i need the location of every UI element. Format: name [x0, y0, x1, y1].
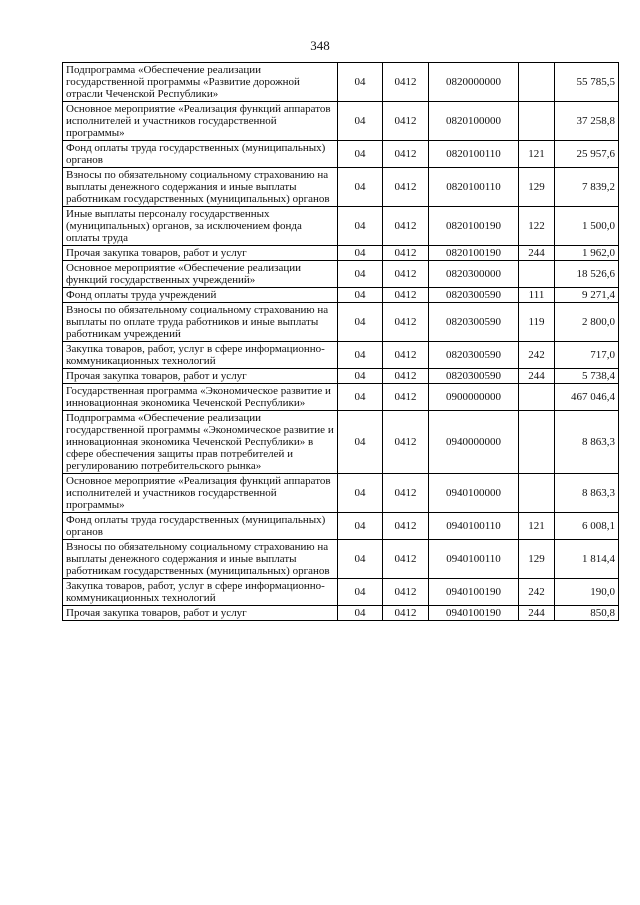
row-name: Фонд оплаты труда учреждений	[63, 288, 338, 303]
expense-type-code: 111	[519, 288, 555, 303]
row-name: Основное мероприятие «Обеспечение реализации функций государственных учреждений»	[63, 261, 338, 288]
amount: 190,0	[555, 579, 619, 606]
table-row	[63, 540, 619, 579]
subsection-code: 0412	[383, 342, 429, 369]
row-name: Прочая закупка товаров, работ и услуг	[63, 369, 338, 384]
expense-type-code: 244	[519, 246, 555, 261]
expense-type-code: 121	[519, 141, 555, 168]
section-code: 04	[338, 369, 383, 384]
row-name: Прочая закупка товаров, работ и услуг	[63, 246, 338, 261]
amount: 1 962,0	[555, 246, 619, 261]
target-article-code: 0820100190	[429, 246, 519, 261]
subsection-code: 0412	[383, 513, 429, 540]
subsection-code: 0412	[383, 384, 429, 411]
section-code: 04	[338, 168, 383, 207]
target-article-code: 0940100110	[429, 513, 519, 540]
expense-type-code: 119	[519, 303, 555, 342]
amount: 9 271,4	[555, 288, 619, 303]
subsection-code: 0412	[383, 288, 429, 303]
section-code: 04	[338, 606, 383, 621]
target-article-code: 0820100000	[429, 102, 519, 141]
target-article-code: 0940100190	[429, 579, 519, 606]
target-article-code: 0820300590	[429, 303, 519, 342]
amount: 5 738,4	[555, 369, 619, 384]
expense-type-code: 121	[519, 513, 555, 540]
subsection-code: 0412	[383, 474, 429, 513]
row-name: Фонд оплаты труда государственных (муниципальных) органов	[63, 513, 338, 540]
amount: 850,8	[555, 606, 619, 621]
row-name: Закупка товаров, работ, услуг в сфере информационно-коммуникационных технологий	[63, 579, 338, 606]
target-article-code: 0820300000	[429, 261, 519, 288]
amount: 1 500,0	[555, 207, 619, 246]
expense-type-code	[519, 102, 555, 141]
budget-table	[62, 62, 619, 621]
section-code: 04	[338, 540, 383, 579]
table-row	[63, 288, 619, 303]
expense-type-code	[519, 384, 555, 411]
row-name: Иные выплаты персоналу государственных (муниципальных) органов, за исключением фонда оплаты труда	[63, 207, 338, 246]
amount: 467 046,4	[555, 384, 619, 411]
row-name: Взносы по обязательному социальному страхованию на выплаты денежного содержания и иные выплаты работникам государственных (муниципальных) органов	[63, 540, 338, 579]
row-name: Основное мероприятие «Реализация функций аппаратов исполнителей и участников государственной программы»	[63, 474, 338, 513]
subsection-code: 0412	[383, 579, 429, 606]
section-code: 04	[338, 288, 383, 303]
table-row	[63, 513, 619, 540]
target-article-code: 0820100110	[429, 168, 519, 207]
section-code: 04	[338, 513, 383, 540]
target-article-code: 0820000000	[429, 63, 519, 102]
subsection-code: 0412	[383, 207, 429, 246]
expense-type-code: 122	[519, 207, 555, 246]
amount: 7 839,2	[555, 168, 619, 207]
table-row	[63, 141, 619, 168]
expense-type-code: 244	[519, 369, 555, 384]
expense-type-code	[519, 411, 555, 474]
target-article-code: 0940000000	[429, 411, 519, 474]
target-article-code: 0820300590	[429, 342, 519, 369]
section-code: 04	[338, 579, 383, 606]
subsection-code: 0412	[383, 141, 429, 168]
target-article-code: 0900000000	[429, 384, 519, 411]
amount: 55 785,5	[555, 63, 619, 102]
target-article-code: 0940100000	[429, 474, 519, 513]
section-code: 04	[338, 141, 383, 168]
section-code: 04	[338, 102, 383, 141]
table-row	[63, 261, 619, 288]
amount: 6 008,1	[555, 513, 619, 540]
subsection-code: 0412	[383, 261, 429, 288]
subsection-code: 0412	[383, 369, 429, 384]
table-row	[63, 342, 619, 369]
expense-type-code	[519, 474, 555, 513]
table-row	[63, 303, 619, 342]
subsection-code: 0412	[383, 303, 429, 342]
table-row	[63, 384, 619, 411]
section-code: 04	[338, 411, 383, 474]
target-article-code: 0820300590	[429, 369, 519, 384]
section-code: 04	[338, 261, 383, 288]
table-row	[63, 606, 619, 621]
amount: 25 957,6	[555, 141, 619, 168]
page-number: 348	[310, 38, 330, 53]
table-row	[63, 579, 619, 606]
section-code: 04	[338, 207, 383, 246]
section-code: 04	[338, 63, 383, 102]
table-row	[63, 207, 619, 246]
row-name: Подпрограмма «Обеспечение реализации государственной программы «Развитие дорожной отрасли Чеченской Республики»	[63, 63, 338, 102]
expense-type-code: 129	[519, 168, 555, 207]
subsection-code: 0412	[383, 606, 429, 621]
row-name: Прочая закупка товаров, работ и услуг	[63, 606, 338, 621]
expense-type-code: 129	[519, 540, 555, 579]
amount: 8 863,3	[555, 411, 619, 474]
amount: 18 526,6	[555, 261, 619, 288]
row-name: Закупка товаров, работ, услуг в сфере информационно-коммуникационных технологий	[63, 342, 338, 369]
amount: 37 258,8	[555, 102, 619, 141]
subsection-code: 0412	[383, 411, 429, 474]
table-row	[63, 102, 619, 141]
expense-type-code	[519, 261, 555, 288]
target-article-code: 0940100190	[429, 606, 519, 621]
subsection-code: 0412	[383, 63, 429, 102]
section-code: 04	[338, 474, 383, 513]
section-code: 04	[338, 246, 383, 261]
amount: 2 800,0	[555, 303, 619, 342]
subsection-code: 0412	[383, 246, 429, 261]
table-row	[63, 246, 619, 261]
table-row	[63, 63, 619, 102]
table-row	[63, 411, 619, 474]
section-code: 04	[338, 342, 383, 369]
amount: 1 814,4	[555, 540, 619, 579]
subsection-code: 0412	[383, 102, 429, 141]
expense-type-code	[519, 63, 555, 102]
subsection-code: 0412	[383, 168, 429, 207]
section-code: 04	[338, 303, 383, 342]
row-name: Подпрограмма «Обеспечение реализации государственной программы «Экономическое развитие и инновационная экономика Чеченской Республики» в сфере обеспечения защиты прав потребителей и регулированию потребительского рынка»	[63, 411, 338, 474]
subsection-code: 0412	[383, 540, 429, 579]
expense-type-code: 242	[519, 579, 555, 606]
table-row	[63, 168, 619, 207]
table-row	[63, 474, 619, 513]
amount: 8 863,3	[555, 474, 619, 513]
section-code: 04	[338, 384, 383, 411]
row-name: Основное мероприятие «Реализация функций аппаратов исполнителей и участников государственной программы»	[63, 102, 338, 141]
budget-table-body	[63, 63, 619, 621]
target-article-code: 0940100110	[429, 540, 519, 579]
target-article-code: 0820300590	[429, 288, 519, 303]
target-article-code: 0820100190	[429, 207, 519, 246]
expense-type-code: 242	[519, 342, 555, 369]
row-name: Взносы по обязательному социальному страхованию на выплаты по оплате труда работников и иные выплаты работникам учреждений	[63, 303, 338, 342]
amount: 717,0	[555, 342, 619, 369]
expense-type-code: 244	[519, 606, 555, 621]
row-name: Фонд оплаты труда государственных (муниципальных) органов	[63, 141, 338, 168]
target-article-code: 0820100110	[429, 141, 519, 168]
row-name: Государственная программа «Экономическое развитие и инновационная экономика Чеченской Республики»	[63, 384, 338, 411]
table-row	[63, 369, 619, 384]
row-name: Взносы по обязательному социальному страхованию на выплаты денежного содержания и иные выплаты работникам государственных (муниципальных) органов	[63, 168, 338, 207]
